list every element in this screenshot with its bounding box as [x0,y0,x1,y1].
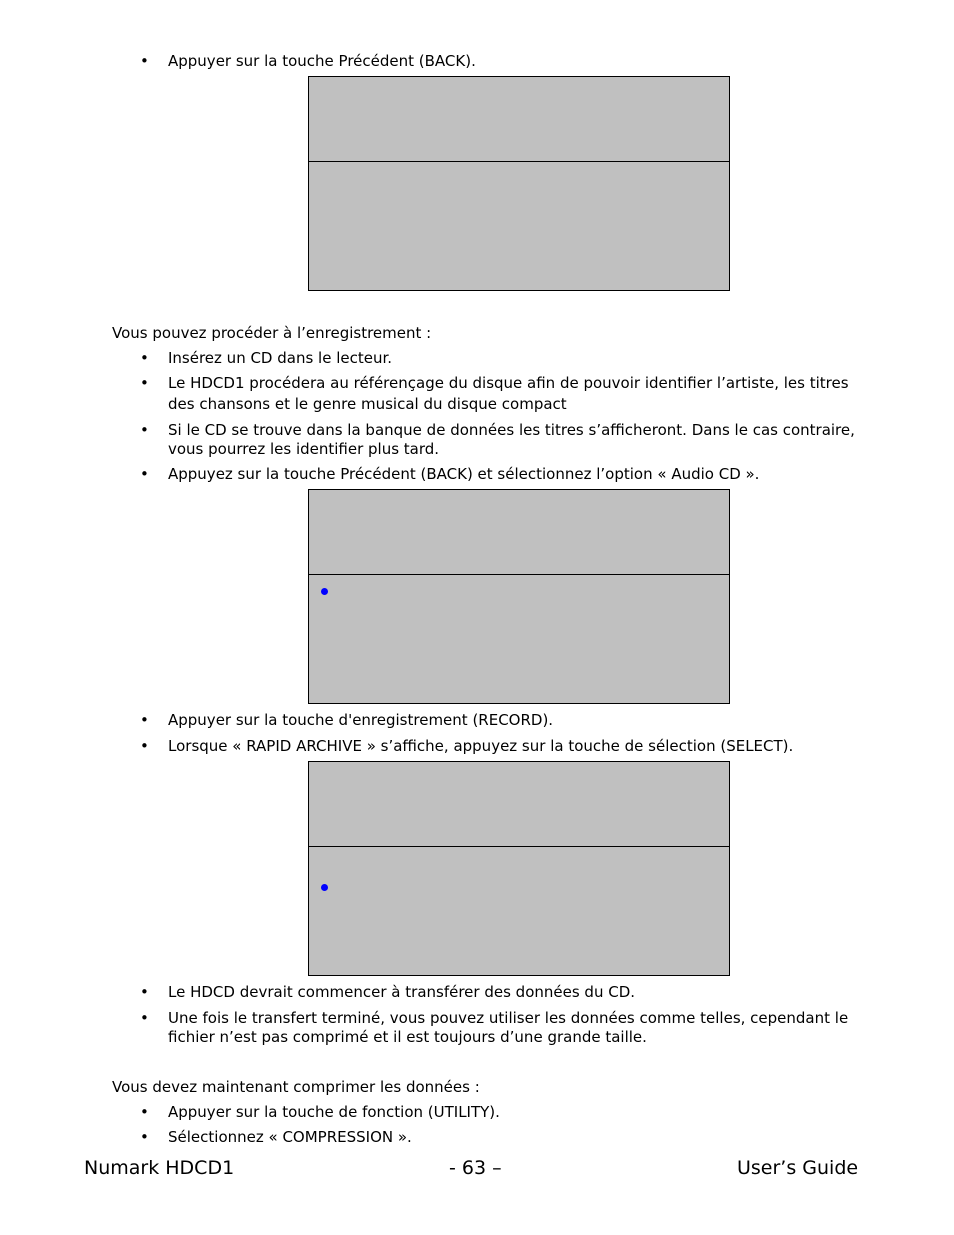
instruction-transfer-done-line2: fichier n’est pas comprimé et il est toujours d’une grande taille. [168,1028,647,1046]
bullet-marker: • [140,52,149,70]
selection-dot-icon [321,588,328,595]
instruction-compression: Sélectionnez « COMPRESSION ». [168,1128,412,1146]
instruction-database-line1: Si le CD se trouve dans la banque de données les titres s’afficheront. Dans le cas contraire, [168,421,855,439]
lcd-screen-3 [308,761,730,976]
bullet-marker: • [140,465,149,483]
instruction-transfer-done-line1: Une fois le transfert terminé, vous pouvez utiliser les données comme telles, cependant le [168,1009,849,1027]
instruction-utility: Appuyer sur la touche de fonction (UTILITY). [168,1103,500,1121]
instruction-transfer: Le HDCD devrait commencer à transférer des données du CD. [168,983,636,1001]
lcd-divider [309,574,729,575]
bullet-marker: • [140,737,149,755]
lcd-screen-1 [308,76,730,291]
lcd-divider [309,161,729,162]
instruction-reference-line1: Le HDCD1 procédera au référençage du disque afin de pouvoir identifier l’artiste, les titres [168,374,849,392]
bullet-marker: • [140,1103,149,1121]
bullet-marker: • [140,983,149,1001]
instruction-insert-cd: Insérez un CD dans le lecteur. [168,349,393,367]
lcd-screen-2 [308,489,730,704]
intro-compression: Vous devez maintenant comprimer les données : [112,1078,480,1096]
bullet-marker: • [140,1128,149,1146]
instruction-reference-line2: des chansons et le genre musical du disque compact [168,395,567,413]
intro-recording: Vous pouvez procéder à l’enregistrement : [112,324,432,342]
bullet-marker: • [140,349,149,367]
instruction-record: Appuyer sur la touche d'enregistrement (RECORD). [168,711,554,729]
instruction-database-line2: vous pourrez les identifier plus tard. [168,440,440,458]
instruction-back: Appuyer sur la touche Précédent (BACK). [168,52,476,70]
bullet-marker: • [140,711,149,729]
lcd-divider [309,846,729,847]
bullet-marker: • [140,421,149,439]
selection-dot-icon [321,884,328,891]
footer-guide-title: User’s Guide [737,1157,859,1179]
instruction-rapid-archive: Lorsque « RAPID ARCHIVE » s’affiche, appuyez sur la touche de sélection (SELECT). [168,737,794,755]
bullet-marker: • [140,1009,149,1027]
footer-page-number: - 63 – [449,1157,502,1179]
instruction-audio-cd: Appuyez sur la touche Précédent (BACK) et sélectionnez l’option « Audio CD ». [168,465,760,483]
bullet-marker: • [140,374,149,392]
footer-product-name: Numark HDCD1 [84,1157,235,1179]
